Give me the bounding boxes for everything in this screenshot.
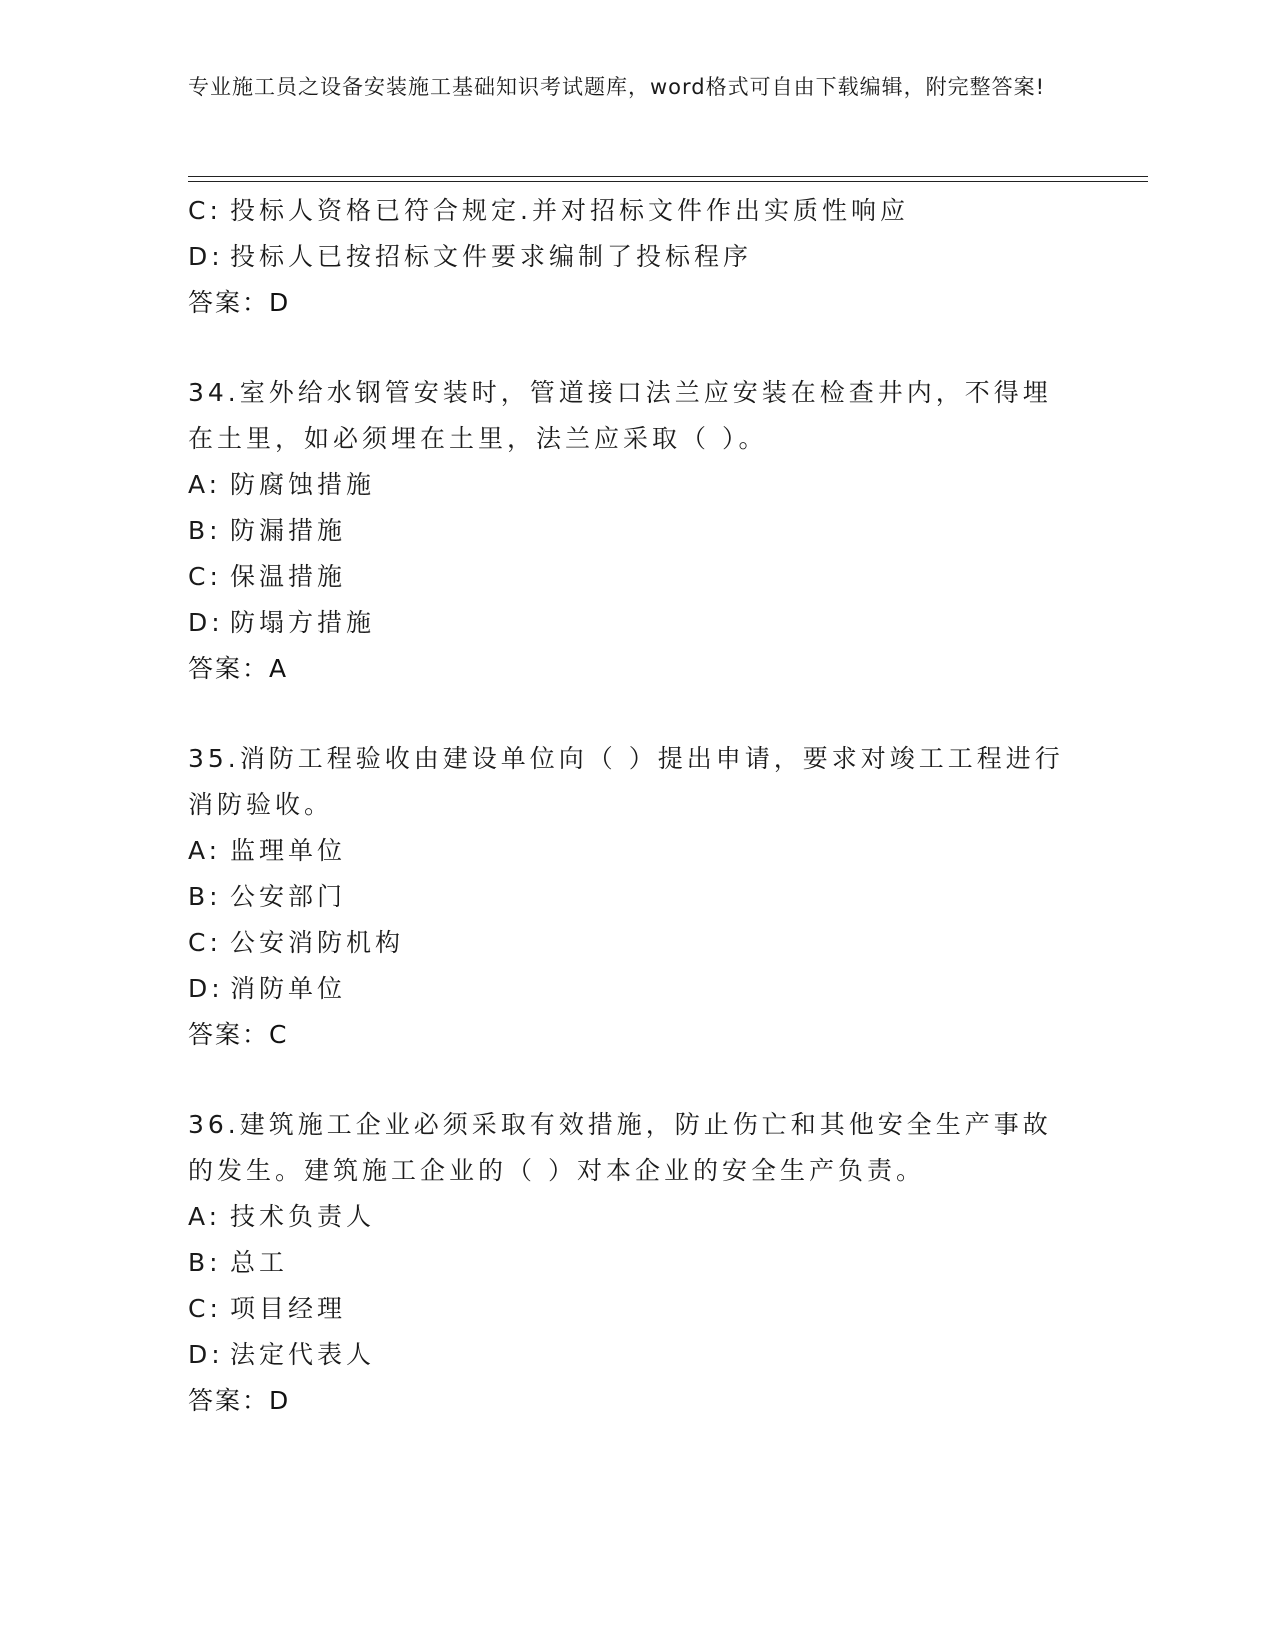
option-line [188,554,1068,600]
document-header [188,72,1068,103]
question-text: 34.室外给水钢管安装时，管道接口法兰应安装在检查井内，不得埋在土里，如必须埋在土里，法兰应采取（ ）。 [188,378,1052,453]
option-text: 项目经理 [230,1294,347,1323]
option-text: 投标人资格已符合规定.并对招标文件作出实质性响应 [230,196,909,225]
option-line [188,966,1068,1012]
option-line [188,1286,1068,1332]
spacer [188,1058,1068,1102]
question-text: 36.建筑施工企业必须采取有效措施，防止伤亡和其他安全生产事故的发生。建筑施工企业的（ ）对本企业的安全生产负责。 [188,1110,1052,1185]
option-text: 投标人已按招标文件要求编制了投标程序 [230,242,753,271]
option-key: D: [188,974,224,1003]
question-block [188,1102,1068,1424]
question-block [188,370,1068,692]
option-key: C: [188,196,222,225]
option-key: B: [188,516,222,545]
option-text: 监理单位 [230,836,347,865]
header-rule-top [188,176,1148,177]
option-key: A: [188,470,222,499]
option-line [188,1240,1068,1286]
option-line [188,1332,1068,1378]
spacer [188,692,1068,736]
answer-line: 答案：D [188,1386,291,1415]
option-line [188,874,1068,920]
option-key: C: [188,562,222,591]
option-key: B: [188,1248,222,1277]
answer-line: 答案：D [188,288,291,317]
prev-question-block [188,188,1068,326]
option-text: 保温措施 [230,562,347,591]
answer-line: 答案：C [188,1020,289,1049]
option-key: D: [188,242,224,271]
option-line [188,462,1068,508]
option-key: B: [188,882,222,911]
option-line [188,508,1068,554]
option-line [188,920,1068,966]
option-key: C: [188,1294,222,1323]
option-key: A: [188,836,222,865]
option-text: 防塌方措施 [230,608,376,637]
option-line [188,188,1068,234]
question-list [188,188,1068,1424]
option-text: 公安部门 [230,882,347,911]
option-line [188,828,1068,874]
spacer [188,326,1068,370]
option-key: A: [188,1202,222,1231]
option-key: D: [188,1340,224,1369]
option-key: D: [188,608,224,637]
header-title: 专业施工员之设备安装施工基础知识考试题库，word格式可自由下载编辑，附完整答案! [188,75,1046,99]
option-text: 公安消防机构 [230,928,405,957]
option-text: 总工 [230,1248,289,1277]
option-text: 技术负责人 [230,1202,376,1231]
option-text: 防漏措施 [230,516,347,545]
option-text: 消防单位 [230,974,347,1003]
answer-line: 答案：A [188,654,289,683]
option-text: 法定代表人 [230,1340,376,1369]
question-text: 35.消防工程验收由建设单位向（ ）提出申请，要求对竣工工程进行消防验收。 [188,744,1064,819]
option-line [188,1194,1068,1240]
header-rule-bottom [188,181,1148,182]
option-text: 防腐蚀措施 [230,470,376,499]
option-line [188,234,1068,280]
option-line [188,600,1068,646]
option-key: C: [188,928,222,957]
question-block [188,736,1068,1058]
